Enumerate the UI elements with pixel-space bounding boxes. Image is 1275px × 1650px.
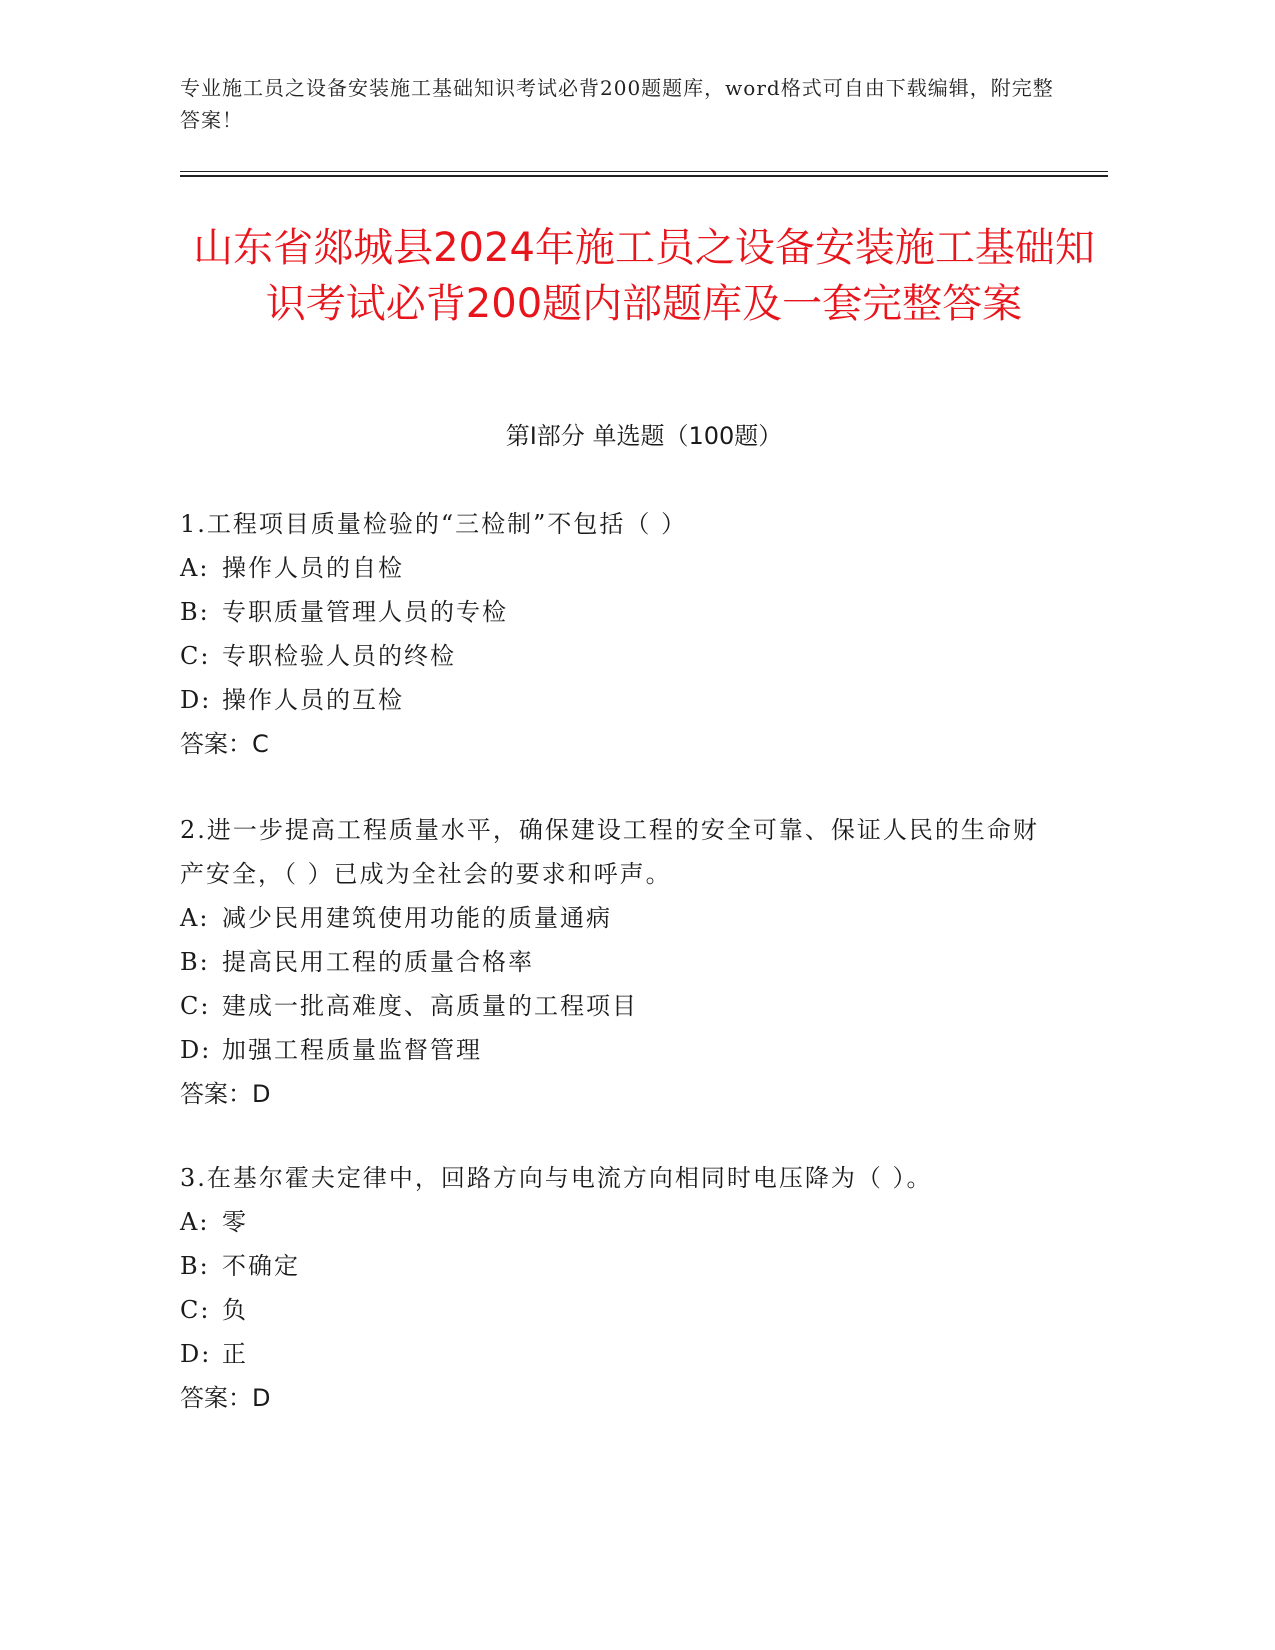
option-letter: D: (180, 686, 212, 714)
header-divider-thin (180, 171, 1108, 172)
option-letter: A: (180, 554, 210, 582)
option-text: 加强工程质量监督管理 (222, 1036, 482, 1064)
option-text: 不确定 (222, 1252, 300, 1280)
option-letter: B: (180, 948, 210, 976)
option-text: 正 (222, 1340, 248, 1368)
answer-line: 答案：C (180, 730, 269, 758)
option-text: 零 (222, 1208, 248, 1236)
option-b (180, 1244, 1060, 1288)
option-letter: C: (180, 642, 211, 670)
header-note: 专业施工员之设备安装施工基础知识考试必背200题题库，word格式可自由下载编辑，附完整答案！ (180, 76, 1054, 132)
option-letter: D: (180, 1340, 212, 1368)
option-b (180, 590, 1060, 634)
option-c (180, 1288, 1060, 1332)
option-d (180, 1028, 1060, 1072)
option-a (180, 546, 1060, 590)
question-3 (180, 1156, 1060, 1420)
answer-line: 答案：D (180, 1384, 271, 1412)
option-a (180, 1200, 1060, 1244)
option-letter: A: (180, 1208, 210, 1236)
option-c (180, 984, 1060, 1028)
option-text: 操作人员的自检 (222, 554, 404, 582)
option-text: 专职质量管理人员的专检 (222, 598, 508, 626)
question-2 (180, 808, 1060, 1116)
option-d (180, 1332, 1060, 1376)
page-title: 山东省郯城县2024年施工员之设备安装施工基础知识考试必背200题内部题库及一套完整答案 (193, 225, 1095, 327)
option-letter: B: (180, 598, 210, 626)
header-divider-thick (180, 175, 1108, 177)
option-text: 操作人员的互检 (222, 686, 404, 714)
option-text: 减少民用建筑使用功能的质量通病 (222, 904, 612, 932)
option-a (180, 896, 1060, 940)
option-letter: B: (180, 1252, 210, 1280)
section-title: 第Ⅰ部分 单选题（100题） (505, 422, 783, 450)
question-1 (180, 502, 1060, 766)
option-text: 负 (222, 1296, 248, 1324)
option-b (180, 940, 1060, 984)
option-letter: C: (180, 1296, 211, 1324)
option-text: 提高民用工程的质量合格率 (222, 948, 534, 976)
option-text: 专职检验人员的终检 (222, 642, 456, 670)
answer-line: 答案：D (180, 1080, 271, 1108)
option-letter: C: (180, 992, 211, 1020)
option-d (180, 678, 1060, 722)
option-c (180, 634, 1060, 678)
question-stem: 1.工程项目质量检验的“三检制”不包括（ ） (180, 510, 688, 538)
question-stem: 3.在基尔霍夫定律中，回路方向与电流方向相同时电压降为（ ）。 (180, 1164, 933, 1192)
option-letter: D: (180, 1036, 212, 1064)
option-text: 建成一批高难度、高质量的工程项目 (222, 992, 638, 1020)
question-stem: 2.进一步提高工程质量水平，确保建设工程的安全可靠、保证人民的生命财产安全，（ ）已成为全社会的要求和呼声。 (180, 816, 1039, 888)
option-letter: A: (180, 904, 210, 932)
